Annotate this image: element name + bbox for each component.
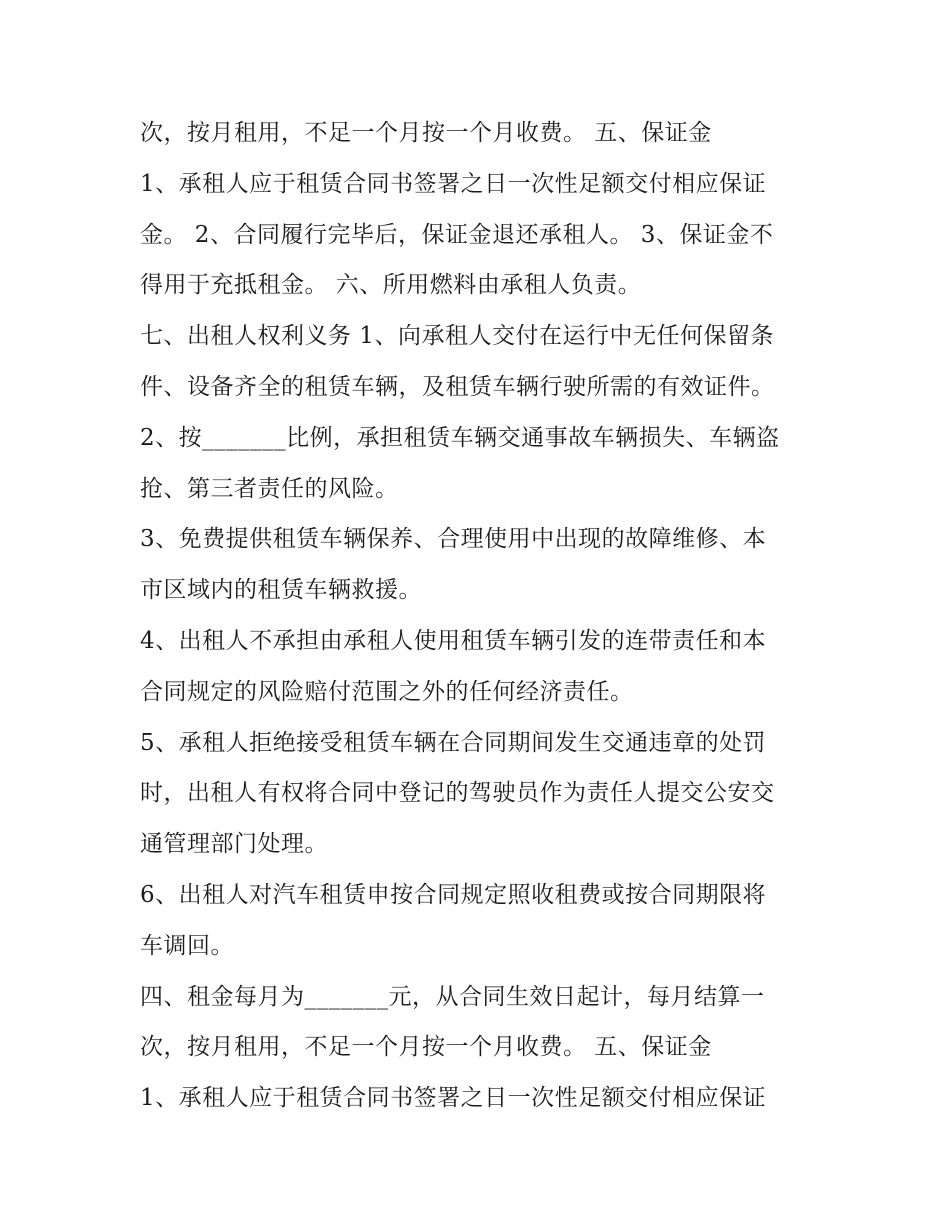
text-line: 3、免费提供租赁车辆保养、合理使用中出现的故障维修、本 bbox=[140, 526, 767, 553]
text-line: 金。 2、合同履行完毕后，保证金退还承租人。 3、保证金不 bbox=[140, 221, 774, 248]
text-line: 四、租金每月为_______元，从合同生效日起计，每月结算一 bbox=[140, 983, 765, 1010]
text-line: 5、承租人拒绝接受租赁车辆在合同期间发生交通违章的处罚 bbox=[140, 729, 767, 756]
text-line: 4、出租人不承担由承租人使用租赁车辆引发的连带责任和本 bbox=[140, 627, 767, 654]
text-line: 通管理部门处理。 bbox=[140, 831, 328, 858]
text-line: 抢、第三者责任的风险。 bbox=[140, 475, 399, 502]
text-line: 件、设备齐全的租赁车辆，及租赁车辆行驶所需的有效证件。 bbox=[140, 373, 775, 400]
text-line: 1、承租人应于租赁合同书签署之日一次性足额交付相应保证 bbox=[140, 1085, 767, 1112]
text-line: 6、出租人对汽车租赁申按合同规定照收租费或按合同期限将 bbox=[140, 881, 767, 908]
text-line: 1、承租人应于租赁合同书签署之日一次性足额交付相应保证 bbox=[140, 170, 767, 197]
text-line: 时，出租人有权将合同中登记的驾驶员作为责任人提交公安交 bbox=[140, 780, 775, 807]
text-line: 合同规定的风险赔付范围之外的任何经济责任。 bbox=[140, 678, 634, 705]
text-line: 2、按_______比例，承担租赁车辆交通事故车辆损失、车辆盗 bbox=[140, 424, 780, 451]
text-line: 次，按月租用，不足一个月按一个月收费。 五、保证金 bbox=[140, 1034, 712, 1061]
text-line: 市区域内的租赁车辆救援。 bbox=[140, 577, 422, 604]
text-line: 车调回。 bbox=[140, 932, 234, 959]
text-line: 七、出租人权利义务 1、向承租人交付在运行中无任何保留条 bbox=[140, 323, 774, 350]
text-line: 次，按月租用，不足一个月按一个月收费。 五、保证金 bbox=[140, 120, 712, 146]
document-body bbox=[140, 108, 820, 1124]
text-line: 得用于充抵租金。 六、所用燃料由承租人负责。 bbox=[140, 272, 642, 299]
